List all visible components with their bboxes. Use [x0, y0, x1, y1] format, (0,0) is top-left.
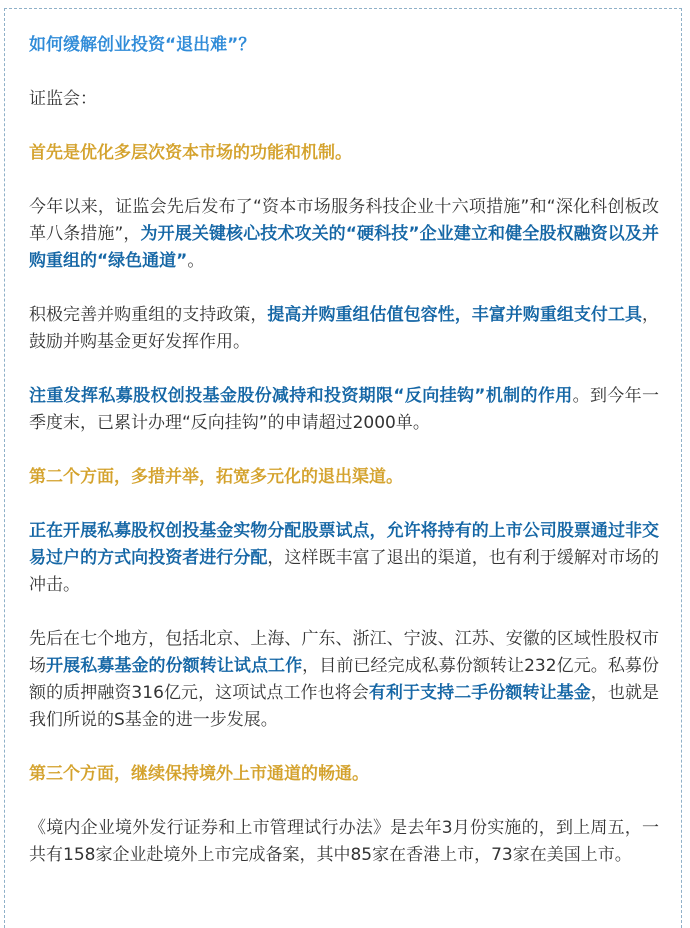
section-heading-2: 第二个方面，多措并举，拓宽多元化的退出渠道。 [29, 467, 403, 487]
highlight-text: 注重发挥私募股权创投基金股份减持和投资期限“反向挂钩”机制的作用 [29, 386, 573, 406]
text: ，也就是我们所说的S基金的进一步发展。 [29, 683, 660, 730]
paragraph-7 [29, 626, 659, 734]
text: 先后在七个地方，包括北京、上海、广东、浙江、宁波、江苏、安徽的区域性股权市场 [29, 629, 659, 676]
highlight-text: 提高并购重组估值包容性，丰富并购重组支付工具 [267, 305, 643, 325]
section-heading-3: 第三个方面，继续保持境外上市通道的畅通。 [29, 764, 369, 784]
paragraph-3 [29, 302, 659, 356]
text: ，这样既丰富了退出的渠道，也有利于缓解对市场的冲击。 [29, 548, 660, 595]
text: 。到今年一季度末，已累计办理“反向挂钩”的申请超过2000单。 [29, 386, 659, 433]
paragraph-6 [29, 518, 659, 599]
highlight-text: 开展私募基金的份额转让试点工作 [46, 656, 303, 676]
text: ，鼓励并购基金更好发挥作用。 [29, 305, 660, 352]
paragraph-2 [29, 194, 659, 275]
highlight-text: 正在开展私募股权创投基金实物分配股票试点，允许将持有的上市公司股票通过非交易过户的方式向投资者进行分配 [29, 521, 659, 568]
highlight-text: 有利于支持二手份额转让基金 [368, 683, 591, 703]
section-heading-1: 首先是优化多层次资本市场的功能和机制。 [29, 143, 352, 163]
text: 。 [187, 251, 205, 271]
paragraph-9: 《境内企业境外发行证券和上市管理试行办法》是去年3月份实施的，到上周五，一共有158家企业赴境外上市完成备案，其中85家在香港上市，73家在美国上市。 [29, 818, 659, 865]
speaker-label: 证监会： [29, 89, 97, 109]
article-body [29, 32, 659, 896]
text: ，目前已经完成私募份额转让232亿元。私募份额的质押融资316亿元，这项试点工作也将会 [29, 656, 660, 703]
question-heading: 如何缓解创业投资“退出难”？ [29, 35, 256, 55]
highlight-text: 为开展关键核心技术攻关的“硬科技”企业建立和健全股权融资以及并购重组的“绿色通道” [29, 224, 659, 271]
text: 今年以来，证监会先后发布了“资本市场服务科技企业十六项措施”和“深化科创板改革八条措施”， [29, 197, 659, 244]
paragraph-4 [29, 383, 659, 437]
text: 积极完善并购重组的支持政策， [29, 305, 268, 325]
